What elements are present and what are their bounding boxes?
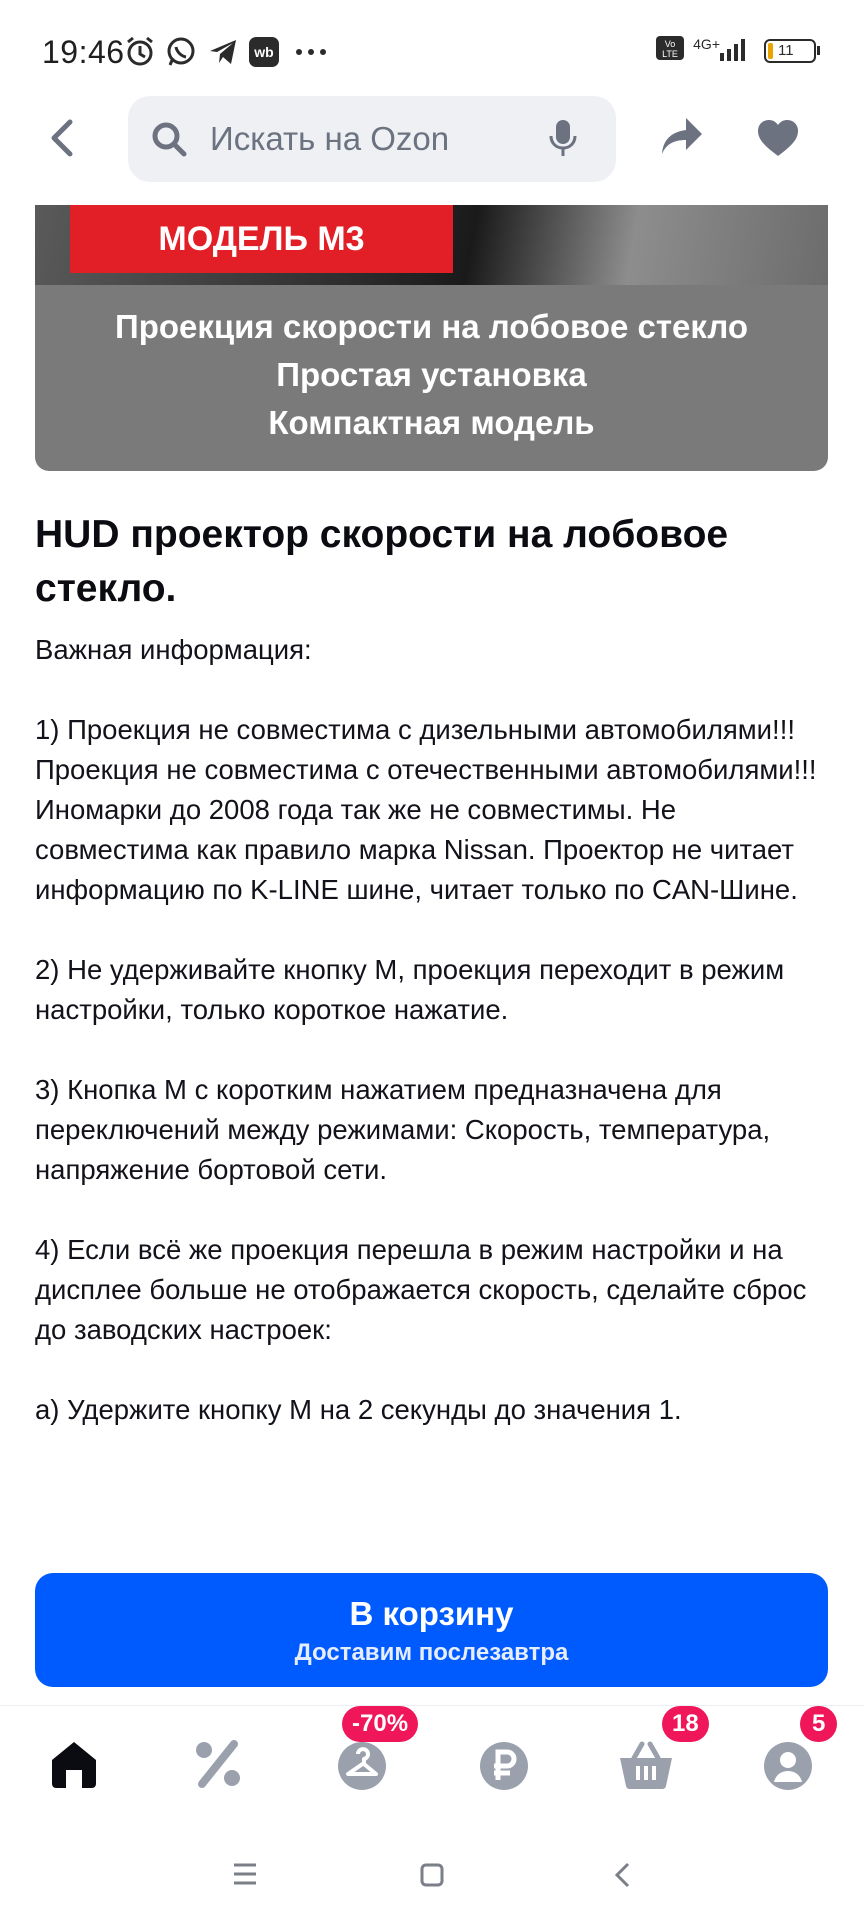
volte-icon xyxy=(655,34,685,67)
signal-icon xyxy=(720,35,750,66)
basket-icon xyxy=(614,1732,678,1796)
profile-icon xyxy=(756,1732,820,1796)
sale-badge: -70% xyxy=(342,1706,418,1742)
square-icon xyxy=(419,1862,445,1888)
share-icon xyxy=(660,116,704,158)
description-paragraph: 1) Проекция не совместима с дизельными автомобилями!!! Проекция не совместима с отечественными автомобилями!!! Иномарки до 2008 года так же не совместимы. Не совместима как правило марка Nissan. Проектор не читает информацию по K-LINE шине, читает только по CAN-Шине. xyxy=(35,714,817,905)
microphone-icon[interactable] xyxy=(548,118,578,163)
tab-fresh[interactable] xyxy=(330,1710,409,1796)
more-notifications-icon xyxy=(294,47,328,57)
description-paragraph: 3) Кнопка М с коротким нажатием предназначена для переключений между режимами: Скорость, температура, напряжение бортовой сети. xyxy=(35,1074,771,1185)
product-description xyxy=(35,630,835,1470)
percent-icon xyxy=(186,1732,250,1796)
clock: 19:46 xyxy=(42,34,125,70)
tab-finance[interactable] xyxy=(472,1732,536,1796)
network-type: 4G+ xyxy=(693,35,720,52)
delivery-label: Доставим послезавтра xyxy=(294,1639,569,1666)
home-nav-button[interactable] xyxy=(419,1862,445,1893)
cart-badge: 18 xyxy=(662,1706,709,1742)
status-bar xyxy=(0,0,864,96)
battery-icon xyxy=(764,39,820,63)
system-navigation xyxy=(0,1830,864,1920)
add-to-cart-label: В корзину xyxy=(349,1595,514,1632)
svg-text:Vo: Vo xyxy=(664,39,676,49)
caption-line: Простая установка xyxy=(276,356,587,393)
alarm-icon xyxy=(122,34,158,70)
back-nav-button[interactable] xyxy=(612,1861,632,1894)
tab-discounts[interactable] xyxy=(186,1732,250,1796)
heart-icon xyxy=(756,118,800,158)
description-paragraph: а) Удержите кнопку М на 2 секунды до значения 1. xyxy=(35,1394,682,1425)
tab-home[interactable] xyxy=(42,1732,106,1796)
telegram-icon xyxy=(206,35,240,69)
tab-cart[interactable] xyxy=(614,1710,699,1796)
description-paragraph: 4) Если всё же проекция перешла в режим настройки и на дисплее больше не отображается скорость, сделайте сброс до заводских настроек: xyxy=(35,1234,807,1345)
svg-text:wb: wb xyxy=(254,44,274,60)
product-image[interactable] xyxy=(35,205,828,471)
wb-icon xyxy=(248,36,280,68)
ruble-icon xyxy=(472,1732,536,1796)
description-paragraph: 2) Не удерживайте кнопку М, проекция переходит в режим настройки, только короткое нажатие. xyxy=(35,954,785,1025)
share-button[interactable] xyxy=(660,116,704,163)
whatsapp-icon xyxy=(164,35,198,69)
model-badge: МОДЕЛЬ М3 xyxy=(70,205,453,273)
caption-line: Компактная модель xyxy=(268,404,595,441)
back-button[interactable] xyxy=(42,116,82,160)
battery-level: 11 xyxy=(778,41,794,59)
image-caption xyxy=(35,303,828,447)
profile-badge: 5 xyxy=(800,1706,837,1742)
description-paragraph: Важная информация: xyxy=(35,634,312,665)
caption-line: Проекция скорости на лобовое стекло xyxy=(114,308,749,345)
menu-icon xyxy=(232,1862,258,1886)
recents-button[interactable] xyxy=(232,1862,258,1891)
svg-text:LTE: LTE xyxy=(662,49,679,59)
home-icon xyxy=(42,1732,106,1796)
add-to-cart-button[interactable] xyxy=(35,1573,828,1687)
tab-profile[interactable] xyxy=(756,1710,826,1796)
search-placeholder: Искать на Ozon xyxy=(210,120,450,157)
search-bar[interactable] xyxy=(128,96,616,182)
favorite-button[interactable] xyxy=(756,118,800,163)
product-title: HUD проектор скорости на лобовое стекло. xyxy=(35,513,729,610)
back-arrow-icon xyxy=(612,1861,632,1889)
search-icon xyxy=(150,120,188,163)
chevron-left-icon xyxy=(42,116,82,160)
bottom-tab-bar xyxy=(0,1705,864,1826)
